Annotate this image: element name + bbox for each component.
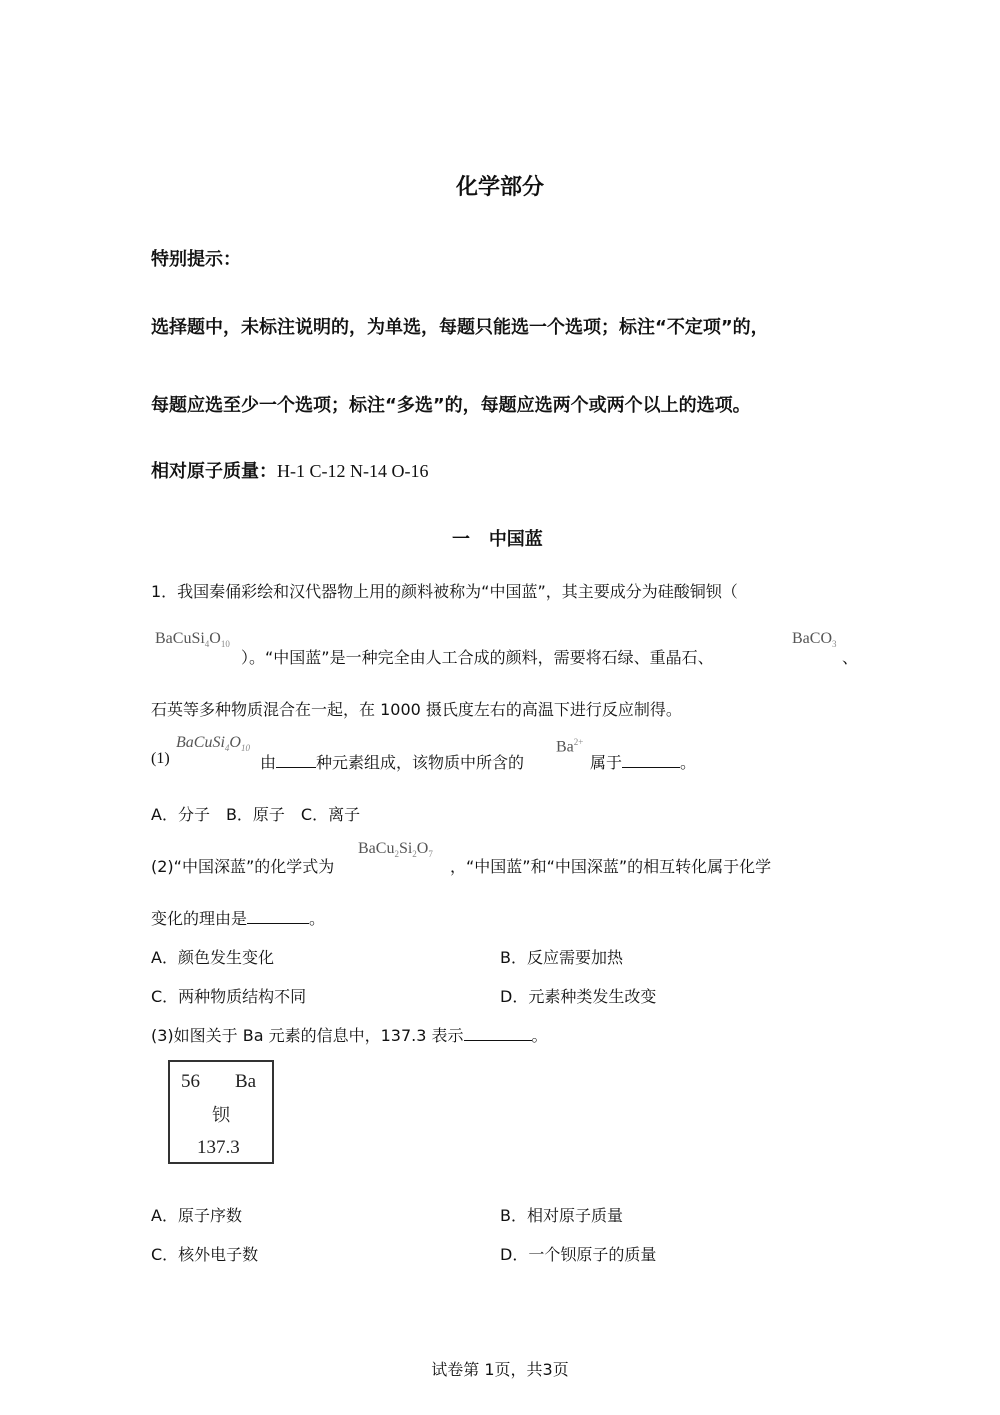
answer-blank[interactable] (276, 753, 316, 768)
q1-p1-options: A．分子 B．原子 C．离子 (151, 805, 361, 824)
answer-blank[interactable] (622, 753, 680, 768)
q1-p1-line-end (590, 750, 696, 773)
formula-baco3 (792, 630, 837, 649)
formula-sub: 2 (412, 849, 417, 860)
atomic-mass-values: H-1 C-12 N-14 O-16 (277, 461, 429, 481)
q1-p3-line (151, 1023, 548, 1046)
section-name: 中国蓝 (488, 529, 543, 550)
q1-p2-prefix: (2)“中国深蓝”的化学式为 (151, 857, 335, 876)
formula-sub: 7 (428, 849, 433, 860)
element-card-ba (168, 1060, 274, 1164)
q1-p2-option-b: B．反应需要加热 (500, 948, 623, 967)
q1-p3-option-b: B．相对原子质量 (500, 1206, 623, 1225)
formula-part: BaCO (792, 630, 832, 647)
q1-p1-text-c: 属于 (590, 753, 623, 772)
atomic-number: 56 (181, 1071, 200, 1092)
formula-sub: 2 (394, 849, 399, 860)
formula-bacusi4o10-italic (176, 734, 250, 753)
page-title: 化学部分 (455, 175, 544, 200)
formula-bacu2si2o7 (358, 840, 433, 859)
q1-p3-text-a: (3)如图关于 Ba 元素的信息中，137.3 表示 (151, 1026, 464, 1045)
section-heading (452, 525, 543, 551)
page-footer: 试卷第 1页，共3页 (431, 1360, 569, 1379)
q1-p3-text-b: 。 (531, 1026, 548, 1045)
section-number: 一 (452, 529, 470, 550)
formula-part: O (229, 734, 241, 751)
formula-part: O (416, 840, 429, 857)
formula-sub: 4 (224, 743, 230, 754)
element-name: 钡 (212, 1105, 230, 1126)
q1-p3-option-d: D．一个钡原子的质量 (500, 1245, 657, 1264)
q1-p2-option-d: D．元素种类发生改变 (500, 987, 657, 1006)
q1-p3-option-a: A．原子序数 (151, 1206, 242, 1225)
formula-sub: 10 (240, 743, 250, 754)
formula-part: O (209, 630, 221, 647)
notice-line-1: 选择题中，未标注说明的，为单选，每题只能选一个选项；标注“不定项”的， (151, 317, 769, 338)
q1-p2-line-2 (151, 906, 325, 929)
relative-atomic-mass: 137.3 (197, 1137, 240, 1158)
formula-sub: 4 (204, 639, 210, 650)
q1-p1-text-b: 种元素组成，该物质中所含的 (316, 753, 525, 772)
formula-part: Si (398, 840, 413, 857)
q1-p3-option-c: C．核外电子数 (151, 1245, 259, 1264)
q1-stem-line-3: 石英等多种物质混合在一起，在 1000 摄氏度左右的高温下进行反应制得。 (151, 700, 682, 719)
formula-sub: 3 (832, 639, 837, 650)
q1-stem-line-2: ）。“中国蓝”是一种完全由人工合成的颜料，需要将石绿、重晶石、 (241, 648, 714, 667)
notice-line-2: 每题应选至少一个选项；标注“多选”的，每题应选两个或两个以上的选项。 (151, 395, 751, 416)
q1-stem-line-1: 1．我国秦俑彩绘和汉代器物上用的颜料被称为“中国蓝”，其主要成分为硅酸铜钡（ (151, 582, 738, 601)
q1-p1-text-a: 由 (260, 753, 277, 772)
formula-part: Ba (556, 738, 574, 756)
atomic-mass-label: 相对原子质量： (151, 461, 277, 482)
q1-p2-text-c: 。 (309, 909, 326, 928)
q1-p2-option-a: A．颜色发生变化 (151, 948, 274, 967)
q1-stem-line-2-end: 、 (842, 648, 859, 667)
formula-ba2plus (556, 737, 583, 756)
formula-part: BaCuSi (176, 734, 225, 751)
q1-p2-option-c: C．两种物质结构不同 (151, 987, 307, 1006)
atomic-mass-line (151, 457, 428, 483)
answer-blank[interactable] (247, 909, 309, 924)
element-symbol: Ba (235, 1071, 257, 1092)
formula-part: BaCu (358, 840, 395, 857)
notice-heading: 特别提示： (151, 249, 241, 270)
answer-blank[interactable] (464, 1026, 532, 1041)
q1-p1-line (260, 750, 524, 773)
q1-p1-text-d: 。 (680, 753, 697, 772)
formula-bacusi4o10 (155, 630, 230, 649)
q1-p2-text-a: ，“中国蓝”和“中国深蓝”的相互转化属于化学 (450, 857, 772, 876)
formula-part: BaCuSi (155, 630, 205, 647)
q1-p2-text-b: 变化的理由是 (151, 909, 248, 928)
formula-sup: 2+ (573, 737, 584, 747)
q1-p1-prefix: (1) (151, 750, 170, 767)
formula-sub: 10 (220, 639, 230, 650)
